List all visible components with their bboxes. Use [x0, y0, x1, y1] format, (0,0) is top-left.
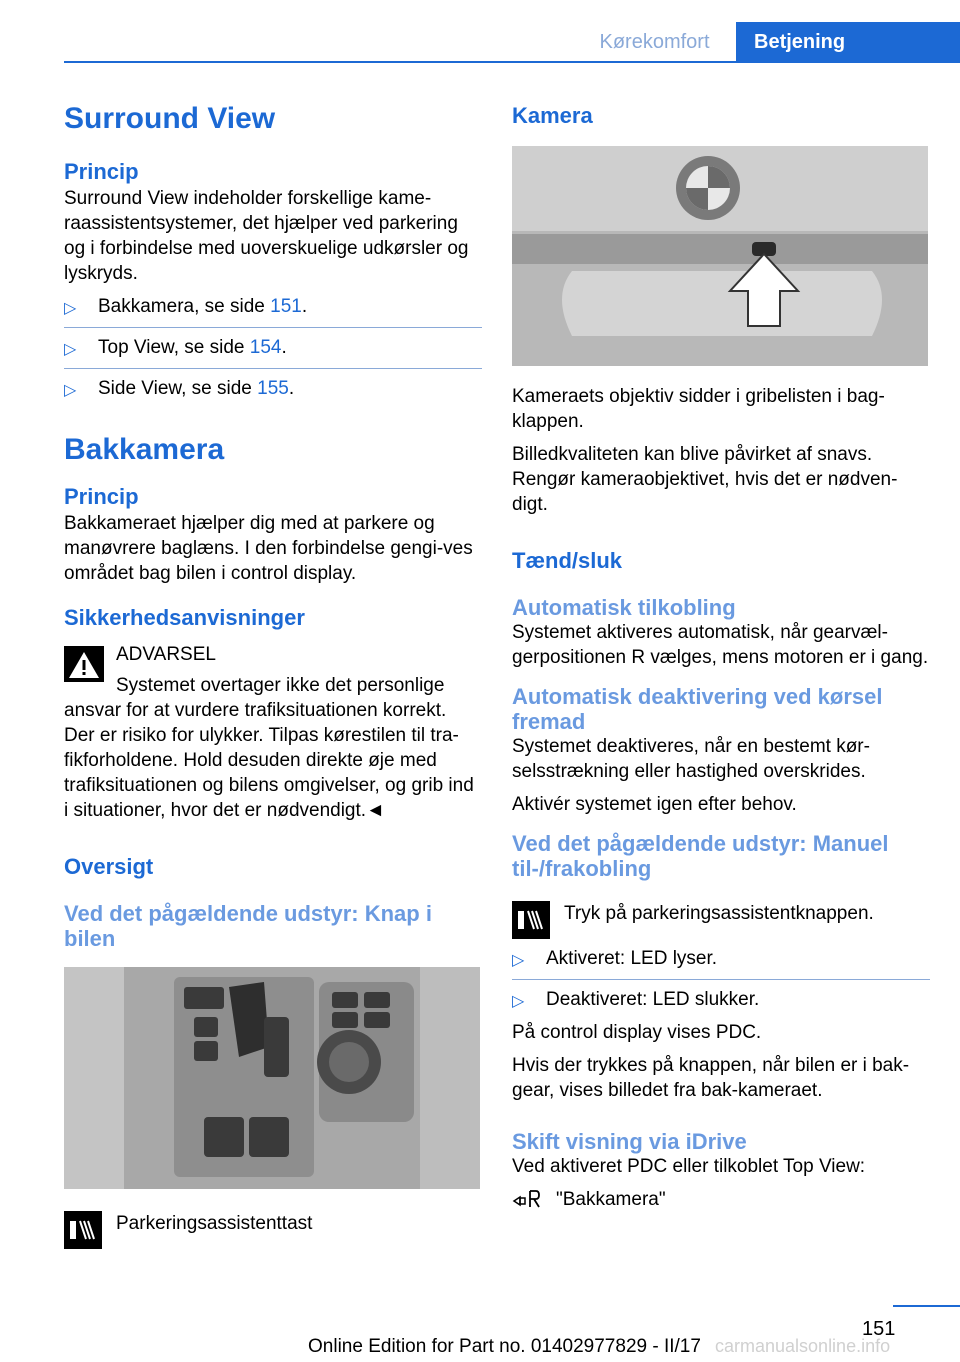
idrive-option-text: "Bakkamera" — [556, 1189, 666, 1210]
footer-rule — [893, 1305, 960, 1307]
page-link[interactable]: 151 — [270, 296, 302, 317]
warning-label: ADVARSEL — [116, 644, 216, 665]
heading-kamera: Kamera — [512, 103, 593, 128]
kamera-text-1: Kameraets objektiv sidder i gribelisten i bag-klappen. — [512, 386, 885, 432]
left-column — [64, 100, 482, 1236]
subheading-auto-off: Automatisk deaktivering ved kørsel fremad — [512, 684, 883, 734]
list-item: ▷ Top View, se side 154. — [64, 327, 482, 360]
triangle-bullet-icon: ▷ — [64, 382, 77, 399]
edition-text: Online Edition for Part no. 01402977829 - II/17 — [308, 1336, 701, 1357]
manual-instruction — [512, 901, 930, 926]
auto-off-text-2: Aktivér systemet igen efter behov. — [512, 794, 797, 815]
heading-princip-2: Princip — [64, 484, 139, 509]
subheading-auto-on: Automatisk tilkobling — [512, 595, 736, 620]
reverse-text: Hvis der trykkes på knappen, når bilen er i bak-gear, vises billedet fra bak-kameraet. — [512, 1055, 910, 1101]
list-item: ▷ Deaktiveret: LED slukker. — [512, 979, 930, 1012]
subheading-idrive: Skift visning via iDrive — [512, 1129, 747, 1154]
caption-text: Parkeringsassistenttast — [116, 1213, 313, 1234]
console-photo — [64, 967, 480, 1189]
heading-safety: Sikkerhedsanvisninger — [64, 605, 305, 630]
triangle-bullet-icon: ▷ — [512, 993, 525, 1010]
list-item: ▷ Aktiveret: LED lyser. — [512, 946, 930, 971]
title-surround-view: Surround View — [64, 102, 276, 135]
page-number: 151 — [862, 1318, 896, 1340]
led-list — [512, 946, 930, 1012]
page-link[interactable]: 155 — [257, 378, 289, 399]
manual-text: Tryk på parkeringsassistentknappen. — [564, 903, 874, 924]
kamera-text-2: Billedkvaliteten kan blive påvirket af snavs. Rengør kameraobjektivet, hvis det er nødven-digt. — [512, 444, 898, 515]
feature-list — [64, 294, 482, 401]
heading-princip: Princip — [64, 159, 139, 184]
subheading-manual: Ved det pågældende udstyr: Manuel til-/frakobling — [512, 831, 889, 881]
idrive-text: Ved aktiveret PDC eller tilkoblet Top View: — [512, 1156, 866, 1177]
list-item: ▷ Bakkamera, se side 151. — [64, 294, 482, 319]
park-assist-icon — [64, 1211, 102, 1249]
page-header — [0, 22, 960, 62]
bakkamera-text: Bakkameraet hjælper dig med at parkere og manøvrere baglæns. I den forbindelse gengi-ves området bag bilen i control display. — [64, 513, 473, 584]
auto-on-text: Systemet aktiveres automatisk, når gearvæl-gerpositionen R vælges, mens motoren er i gang. — [512, 622, 929, 668]
park-assist-icon — [512, 901, 550, 939]
triangle-bullet-icon: ▷ — [64, 341, 77, 358]
auto-off-text: Systemet deaktiveres, når en bestemt kør-selsstrækning eller hastighed overskrides. — [512, 736, 870, 782]
subheading-button: Ved det pågældende udstyr: Knap i bilen — [64, 901, 432, 951]
watermark: carmanualsonline.info — [715, 1336, 891, 1356]
header-chapter: Betjening — [736, 22, 960, 63]
warning-block — [64, 642, 482, 698]
idrive-option — [512, 1187, 930, 1212]
heading-onoff: Tænd/sluk — [512, 548, 623, 573]
title-bakkamera: Bakkamera — [64, 433, 225, 466]
caption-line — [64, 1211, 482, 1236]
warning-text: ansvar for at vurdere trafiksituationen korrekt. Der er risiko for ulykker. Tilpas kørestilen til tra-fikforholdene. Hold desuden direkte øje med trafiksituationen og bilens omgivelser, og grib ind i situationer, hvor det er nødvendigt.◄ — [64, 700, 474, 821]
triangle-bullet-icon: ▷ — [512, 952, 525, 969]
heading-oversigt: Oversigt — [64, 854, 154, 879]
warning-icon — [64, 646, 104, 682]
princip-text: Surround View indeholder forskellige kame-raassistentsystemer, det hjælper ved parkering og i forbindelse med uoverskuelige udkørsler og lyskryds. — [64, 188, 469, 284]
header-rule — [64, 61, 960, 63]
warning-text-first: Systemet overtager ikke det personlige — [116, 675, 445, 696]
page-link[interactable]: 154 — [249, 337, 282, 358]
list-item: ▷ Side View, se side 155. — [64, 368, 482, 401]
triangle-bullet-icon: ▷ — [64, 300, 77, 317]
camera-photo — [512, 146, 928, 366]
right-column — [512, 100, 930, 1212]
header-section: Kørekomfort — [599, 31, 710, 53]
camera-view-icon — [512, 1187, 544, 1213]
pdc-text: På control display vises PDC. — [512, 1022, 762, 1043]
